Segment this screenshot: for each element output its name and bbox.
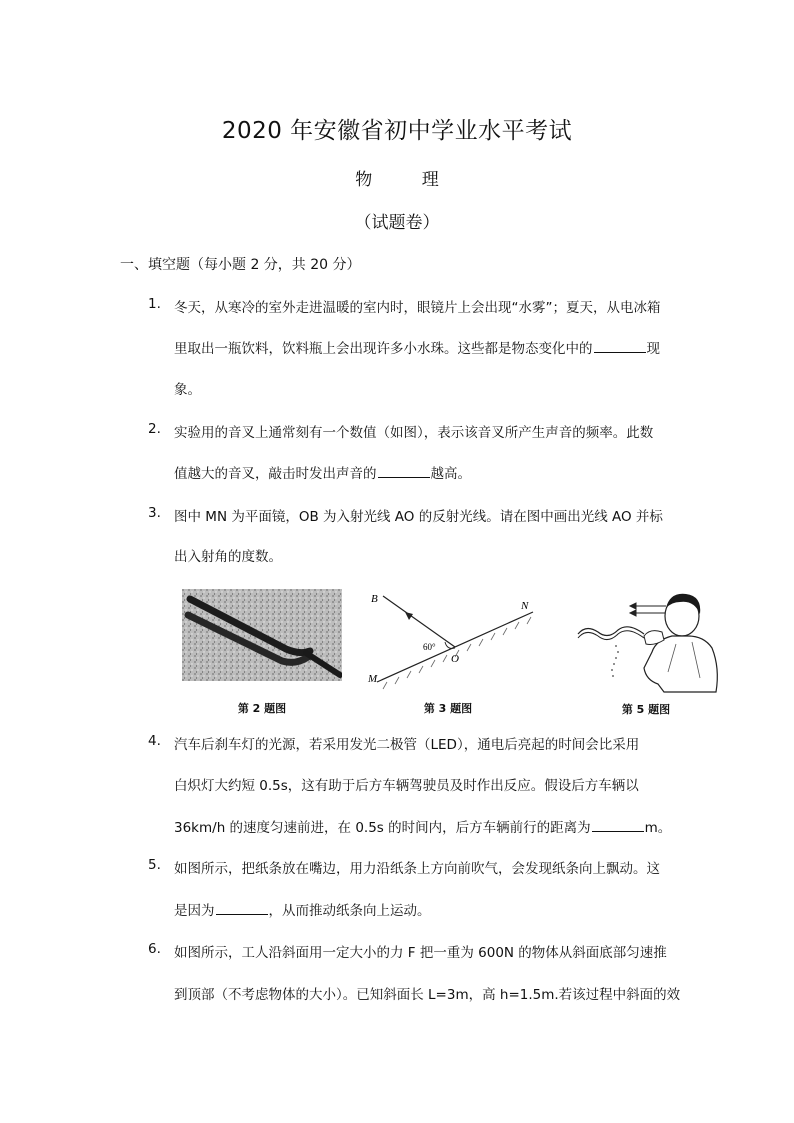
question-text: 如图所示，把纸条放在嘴边，用力沿纸条上方向前吹气，会发现纸条向上飘动。这 (174, 861, 660, 877)
figure-2-tuning-fork (182, 589, 342, 681)
figure-5-blowing-paper (572, 588, 722, 696)
question-text: 值越大的音叉，敲击时发出声音的 (174, 466, 377, 482)
label-O: O (451, 653, 459, 665)
section-heading: 一、填空题（每小题 2 分，共 20 分） (120, 257, 361, 273)
question-number: 2. (148, 421, 161, 437)
answer-blank[interactable] (378, 465, 430, 478)
question-text: 实验用的音叉上通常刻有一个数值（如图），表示该音叉所产生声音的频率。此数 (174, 425, 654, 441)
figure-3-mirror-diagram (365, 590, 540, 690)
question-text: 出入射角的度数。 (174, 549, 282, 565)
label-B: B (371, 593, 378, 605)
question-text: 是因为 (174, 903, 215, 919)
label-angle: 60° (423, 642, 436, 652)
question-text-line (174, 337, 660, 357)
question-text: 36km/h 的速度匀速前进，在 0.5s 的时间内，后方车辆前行的距离为 (174, 820, 591, 836)
question-text: 到顶部（不考虑物体的大小）。已知斜面长 L=3m，高 h=1.5m.若该过程中斜面的效 (174, 987, 681, 1003)
subject-title: 物 理 (355, 170, 461, 190)
question-text-line (174, 462, 471, 482)
figure-2-caption: 第 2 题图 (237, 702, 287, 715)
figure-5-caption: 第 5 题图 (621, 703, 671, 716)
question-text: 越高。 (430, 466, 471, 482)
question-text: 如图所示，工人沿斜面用一定大小的力 F 把一重为 600N 的物体从斜面底部匀速推 (174, 945, 667, 961)
question-text-line (174, 899, 431, 919)
boy-blowing-drawing (572, 588, 722, 696)
answer-blank[interactable] (216, 902, 268, 915)
question-text: m。 (644, 820, 672, 836)
question-text: 图中 MN 为平面镜，OB 为入射光线 AO 的反射光线。请在图中画出光线 AO 并标 (174, 509, 663, 525)
question-text: 汽车后刹车灯的光源，若采用发光二极管（LED），通电后亮起的时间会比采用 (174, 737, 640, 753)
question-text: 象。 (174, 382, 201, 398)
answer-blank[interactable] (592, 819, 644, 832)
mirror-diagram (365, 590, 540, 690)
question-text: 白炽灯大约短 0.5s，这有助于后方车辆驾驶员及时作出反应。假设后方车辆以 (174, 778, 639, 794)
question-text: 冬天，从寒冷的室外走进温暖的室内时，眼镜片上会出现“水雾”；夏天，从电冰箱 (174, 300, 661, 316)
label-N: N (521, 600, 529, 612)
question-number: 5. (148, 857, 161, 873)
question-number: 1. (148, 296, 161, 312)
question-text: 里取出一瓶饮料，饮料瓶上会出现许多小水珠。这些都是物态变化中的 (174, 341, 593, 357)
reflected-ray (383, 596, 455, 647)
figure-3-caption: 第 3 题图 (423, 702, 473, 715)
answer-blank[interactable] (594, 340, 646, 353)
exam-title: 2020 年安徽省初中学业水平考试 (221, 118, 573, 144)
question-number: 3. (148, 505, 161, 521)
question-text: ，从而推动纸条向上运动。 (268, 903, 431, 919)
label-M: M (368, 673, 378, 685)
question-text-line (174, 816, 671, 836)
question-number: 6. (148, 941, 161, 957)
question-number: 4. (148, 733, 161, 749)
question-text: 现 (646, 341, 660, 357)
paper-type: （试题卷） (354, 213, 440, 233)
tuning-fork-image (182, 589, 342, 681)
